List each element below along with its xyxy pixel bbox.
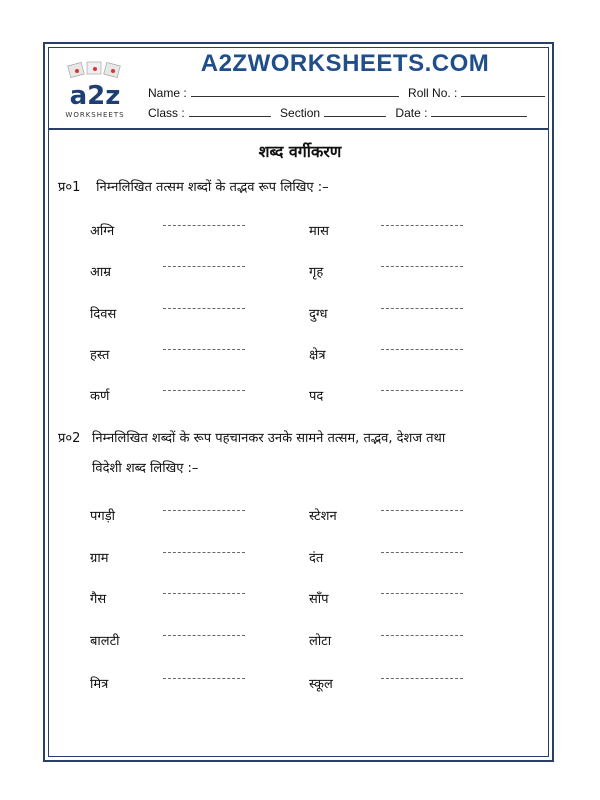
q2-left-answer-4[interactable] [163, 635, 245, 636]
worksheet-title: शब्द वर्गीकरण [258, 142, 342, 161]
name-label: Name : [148, 86, 187, 100]
q1-right-word-2: गृह [309, 265, 324, 280]
q2-left-answer-1[interactable] [163, 510, 245, 511]
q2-left-word-3: गैस [90, 592, 107, 607]
site-title: A2ZWORKSHEETS.COM [200, 50, 490, 77]
q1-left-word-2: आम्र [90, 265, 112, 280]
date-label: Date : [395, 106, 428, 120]
question-2-number: प्र०2 [58, 431, 81, 446]
class-label: Class : [148, 106, 185, 120]
name-roll-row [148, 86, 551, 100]
q2-right-word-1: स्टेशन [309, 509, 337, 524]
q2-left-answer-2[interactable] [163, 552, 245, 553]
q2-right-answer-3[interactable] [381, 593, 463, 594]
q1-left-word-4: हस्त [90, 348, 110, 363]
q1-right-word-4: क्षेत्र [309, 348, 326, 363]
site-logo [55, 60, 135, 122]
header-divider [48, 128, 549, 130]
svg-text:WORKSHEETS: WORKSHEETS [65, 111, 125, 119]
q1-right-answer-1[interactable] [381, 225, 463, 226]
q1-left-word-1: अग्नि [90, 224, 115, 239]
date-field[interactable] [431, 106, 527, 117]
svg-text:a2z: a2z [69, 81, 121, 111]
q1-right-word-3: दुग्ध [309, 307, 328, 322]
q1-right-word-5: पद [309, 389, 324, 404]
q2-left-answer-5[interactable] [163, 678, 245, 679]
q2-left-word-5: मित्र [90, 677, 109, 692]
q2-right-answer-4[interactable] [381, 635, 463, 636]
q1-right-answer-2[interactable] [381, 266, 463, 267]
class-section-date-row [148, 106, 533, 120]
q2-left-word-4: बालटी [90, 634, 120, 649]
question-1 [58, 173, 329, 203]
q1-left-answer-4[interactable] [163, 349, 245, 350]
q1-right-answer-3[interactable] [381, 308, 463, 309]
q2-right-word-3: साँप [309, 592, 329, 607]
q1-right-answer-5[interactable] [381, 390, 463, 391]
section-label: Section [280, 106, 321, 120]
question-1-number: प्र०1 [58, 180, 81, 195]
q1-left-answer-1[interactable] [163, 225, 245, 226]
q2-right-word-2: दंत [309, 551, 324, 566]
q2-right-word-4: लोटा [309, 634, 332, 649]
q2-left-word-1: पगड़ी [90, 509, 116, 524]
question-1-text: निम्नलिखित तत्सम शब्दों के तद्भव रूप लिखिए :– [96, 180, 329, 195]
name-field[interactable] [191, 86, 399, 97]
question-2-text-line-2: विदेशी शब्द लिखिए :– [92, 461, 199, 476]
q2-right-answer-5[interactable] [381, 678, 463, 679]
q2-right-word-5: स्कूल [309, 677, 333, 692]
q1-right-answer-4[interactable] [381, 349, 463, 350]
q2-left-word-2: ग्राम [90, 551, 109, 566]
class-field[interactable] [189, 106, 271, 117]
q1-left-answer-5[interactable] [163, 390, 245, 391]
q1-left-answer-3[interactable] [163, 308, 245, 309]
q1-left-word-3: दिवस [90, 307, 117, 322]
question-2 [58, 424, 548, 484]
q2-right-answer-2[interactable] [381, 552, 463, 553]
q1-left-word-5: कर्ण [90, 389, 110, 404]
roll-label: Roll No. : [408, 86, 458, 100]
roll-field[interactable] [461, 86, 545, 97]
question-2-text-line-1: निम्नलिखित शब्दों के रूप पहचानकर उनके सामने तत्सम, तद्भव, देशज तथा [92, 431, 446, 446]
q1-left-answer-2[interactable] [163, 266, 245, 267]
q1-right-word-1: मास [309, 224, 329, 239]
q2-right-answer-1[interactable] [381, 510, 463, 511]
section-field[interactable] [324, 106, 386, 117]
q2-left-answer-3[interactable] [163, 593, 245, 594]
